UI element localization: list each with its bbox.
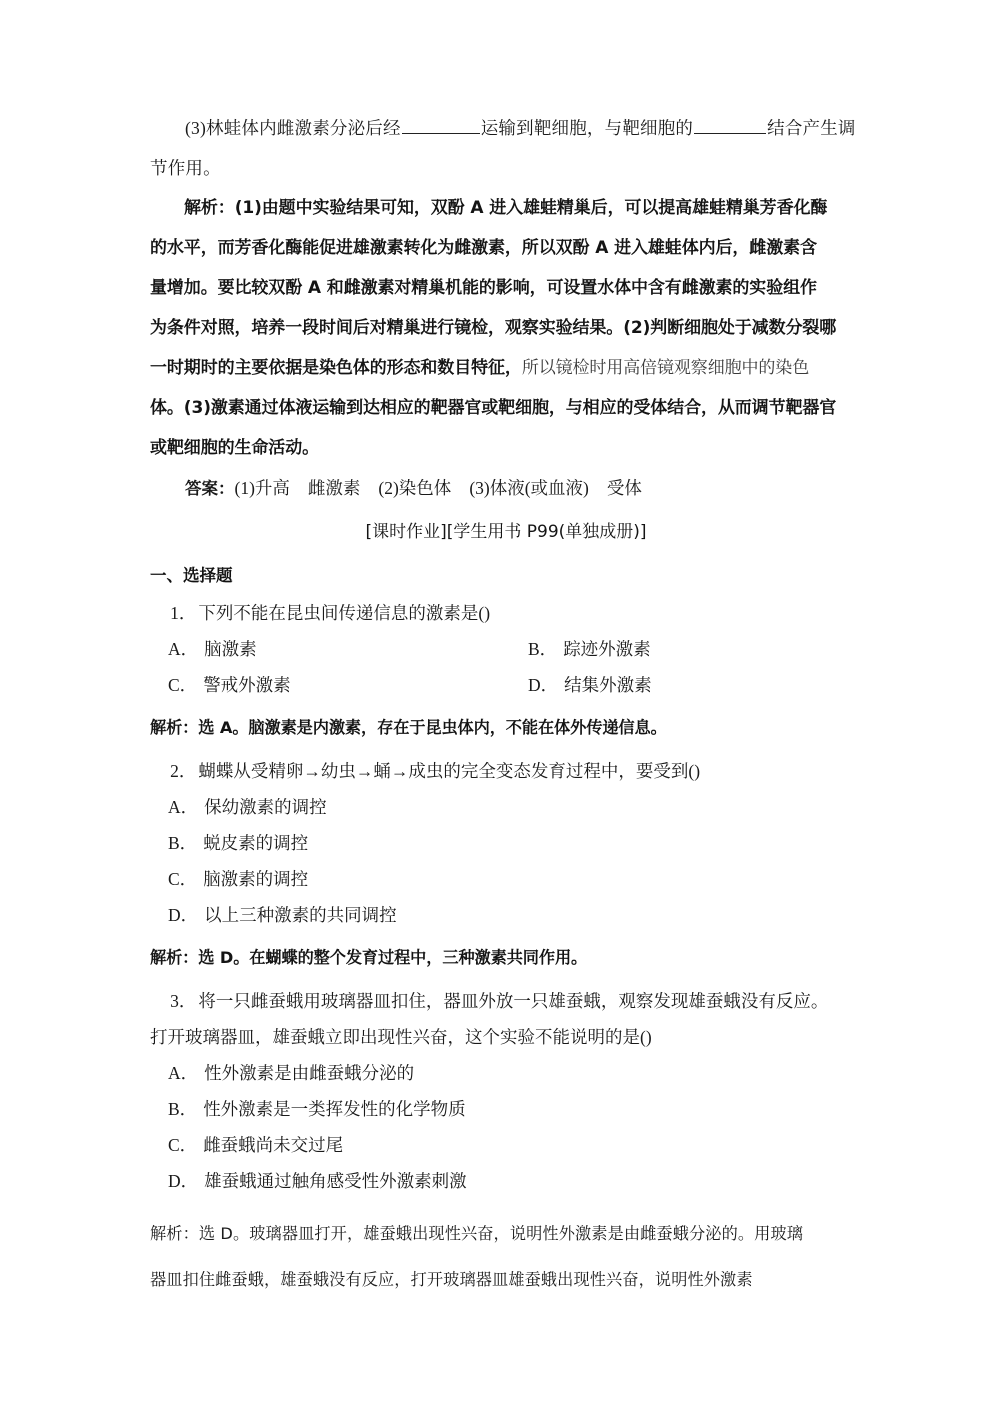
- fill-blank-1[interactable]: [402, 116, 480, 135]
- carryover-stem-part2: 运输到靶细胞，与靶细胞的: [480, 118, 694, 138]
- question-1-option-d[interactable]: [506, 667, 862, 703]
- question-1-option-d-text: 结集外激素: [564, 675, 652, 695]
- question-2-option-a[interactable]: [150, 789, 862, 825]
- question-1-text: 下列不能在昆虫间传递信息的激素是(: [198, 603, 485, 623]
- question-2-option-c-text: 脑激素的调控: [203, 869, 309, 889]
- carryover-stem-part1: (3)林蛙体内雌激素分泌后经: [185, 118, 401, 138]
- question-2-option-b-text: 蜕皮素的调控: [203, 833, 309, 853]
- question-1-option-b-text: 踪迹外激素: [563, 639, 651, 659]
- question-2-option-d-text: 以上三种激素的共同调控: [204, 905, 397, 925]
- question-3-stem-line-2: [150, 1019, 862, 1055]
- question-3-paren-close: ): [645, 1027, 652, 1047]
- question-2-option-d[interactable]: [150, 897, 862, 933]
- analysis-line-5-emphasis: 一时期时的主要依据是染色体的形态和数目特征，: [150, 358, 522, 378]
- question-3-text-2: 打开玻璃器皿，雄蚕蛾立即出现性兴奋，这个实验不能说明的是(: [150, 1027, 646, 1047]
- question-2-option-a-text: 保幼激素的调控: [204, 797, 327, 817]
- question-2-stem: [150, 753, 862, 789]
- carryover-question-3: [150, 108, 862, 148]
- homework-banner: [课时作业][学生用书 P99(单独成册)]: [365, 522, 647, 542]
- question-1-option-b-label: B．: [528, 639, 558, 659]
- analysis-line-4: 为条件对照，培养一段时间后对精巢进行镜检，观察实验结果。(2)判断细胞处于减数分裂哪: [150, 318, 837, 338]
- question-1-option-c-label: C．: [168, 675, 198, 695]
- question-2-option-d-label: D．: [168, 905, 199, 925]
- analysis-label: 解析：: [184, 198, 235, 218]
- question-1-option-c-text: 警戒外激素: [203, 675, 291, 695]
- answer-item-1: (1)升高: [234, 478, 290, 498]
- analysis-line-6: 体。(3)激素通过体液运输到达相应的靶器官或靶细胞，与相应的受体结合，从而调节靶器官: [150, 398, 837, 418]
- analysis-line-5-normal: 所以镜检时用高倍镜观察细胞中的染色: [521, 358, 810, 378]
- question-2-option-b[interactable]: [150, 825, 862, 861]
- question-3-solution-line-1: 解析：选 D。玻璃器皿打开，雄蚕蛾出现性兴奋，说明性外激素是由雌蚕蛾分泌的。用玻璃: [150, 1224, 804, 1243]
- answer-label: 答案：: [185, 479, 235, 498]
- carryover-stem-part3: 结合产生调: [767, 118, 856, 138]
- question-3-option-c-label: C．: [168, 1135, 198, 1155]
- fill-blank-2[interactable]: [694, 116, 766, 135]
- analysis-line-2: 的水平，而芳香化酶能促进雄激素转化为雌激素，所以双酚 A 进入雄蛙体内后，雌激素含: [150, 238, 817, 258]
- question-2-paren-close: ): [694, 761, 701, 781]
- question-1-option-d-label: D．: [528, 675, 559, 695]
- analysis-text-1: (1)由题中实验结果可知，双酚 A 进入雄蛙精巢后，可以提高雄蛙精巢芳香化酶: [234, 198, 828, 218]
- carryover-question-3-line2: 节作用。: [150, 158, 221, 178]
- question-1-option-a-label: A．: [168, 639, 199, 659]
- question-3-option-b-label: B．: [168, 1099, 198, 1119]
- answer-item-5: 受体: [606, 478, 642, 498]
- question-3-option-c-text: 雌蚕蛾尚未交过尾: [203, 1135, 344, 1155]
- question-1-option-b[interactable]: [506, 631, 862, 667]
- analysis-line-5: [150, 348, 862, 388]
- question-3-text-1: 将一只雌蚕蛾用玻璃器皿扣住，器皿外放一只雄蚕蛾，观察发现雄蚕蛾没有反应。: [198, 991, 829, 1011]
- answer-item-4: (3)体液(或血液): [469, 478, 589, 498]
- section-heading-multiple-choice: 一、选择题: [150, 566, 233, 585]
- question-3-option-a[interactable]: [150, 1055, 862, 1091]
- question-2-number: 2．: [170, 761, 197, 781]
- question-2-text: 蝴蝶从受精卵→幼虫→蛹→成虫的完全变态发育过程中，要受到(: [198, 761, 695, 781]
- answer-item-2: 雌激素: [307, 478, 361, 498]
- analysis-line-7: 或靶细胞的生命活动。: [150, 438, 319, 458]
- question-3-number: 3．: [170, 991, 197, 1011]
- question-1-option-a-text: 脑激素: [204, 639, 257, 659]
- question-1-solution: 解析：选 A。脑激素是内激素，存在于昆虫体内，不能在体外传递信息。: [150, 718, 667, 737]
- question-1-option-a[interactable]: [150, 631, 506, 667]
- page-content: [150, 108, 862, 1303]
- question-1-paren-close: ): [484, 603, 491, 623]
- question-1-option-c[interactable]: [150, 667, 506, 703]
- question-3-option-d-label: D．: [168, 1171, 199, 1191]
- question-2-option-a-label: A．: [168, 797, 199, 817]
- question-2-option-c-label: C．: [168, 869, 198, 889]
- question-3-stem-line-1: [150, 983, 862, 1019]
- question-2-option-b-label: B．: [168, 833, 198, 853]
- question-1-number: 1．: [170, 603, 197, 623]
- answer-item-3: (2)染色体: [378, 478, 452, 498]
- question-3-option-a-text: 性外激素是由雌蚕蛾分泌的: [204, 1063, 415, 1083]
- question-1-options-row-2: [150, 667, 862, 703]
- question-3-option-a-label: A．: [168, 1063, 199, 1083]
- question-2-option-c[interactable]: [150, 861, 862, 897]
- analysis-line-1: [150, 188, 862, 228]
- question-3-option-d-text: 雄蚕蛾通过触角感受性外激素刺激: [204, 1171, 467, 1191]
- question-3-option-c[interactable]: [150, 1127, 862, 1163]
- question-3-option-d[interactable]: [150, 1163, 862, 1199]
- question-3-option-b[interactable]: [150, 1091, 862, 1127]
- analysis-line-3: 量增加。要比较双酚 A 和雌激素对精巢机能的影响，可设置水体中含有雌激素的实验组作: [150, 278, 817, 298]
- question-3-option-b-text: 性外激素是一类挥发性的化学物质: [203, 1099, 466, 1119]
- question-3-solution-line-2: 器皿扣住雌蚕蛾，雄蚕蛾没有反应，打开玻璃器皿雄蚕蛾出现性兴奋，说明性外激素: [150, 1270, 753, 1289]
- question-1-stem: [150, 595, 862, 631]
- answer-line: [150, 468, 862, 509]
- question-1-options-row-1: [150, 631, 862, 667]
- question-2-solution: 解析：选 D。在蝴蝶的整个发育过程中，三种激素共同作用。: [150, 948, 588, 967]
